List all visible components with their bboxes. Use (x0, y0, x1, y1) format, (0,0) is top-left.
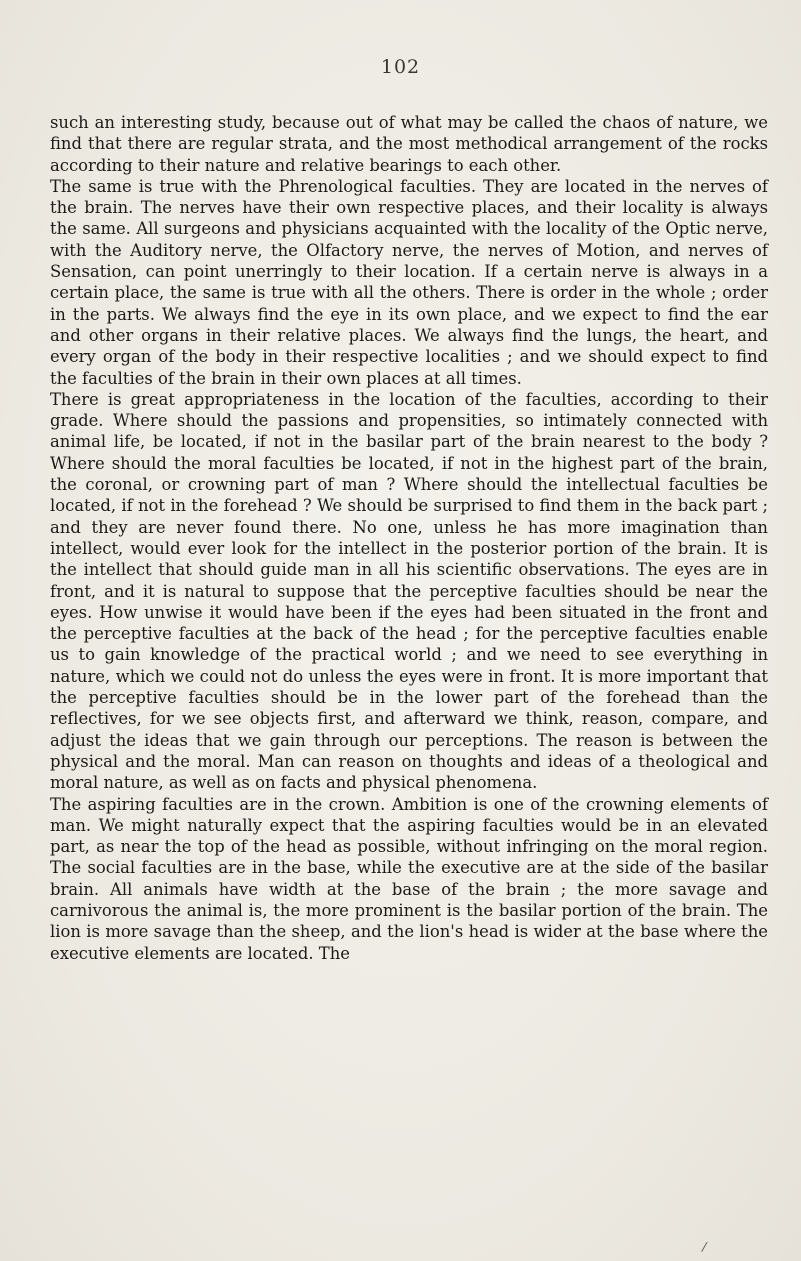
body-text (50, 112, 768, 964)
page-number: 102 (380, 56, 421, 78)
paragraph-4: The aspiring faculties are in the crown. Ambition is one of the crowning elements of man. We might naturally expect that the aspiring faculties would be in an elevated part, as near the top of the head as possible, without infringing on the moral region. The social faculties are in the base, while the executive are at the side of the basilar brain. All animals have width at the base of the brain ; the more savage and carnivorous the animal is, the more prominent is the basilar portion of the brain. The lion is more savage than the sheep, and the lion's head is wider at the base where the executive elements are located. The (50, 794, 768, 963)
paragraph-3: There is great appropriateness in the location of the faculties, according to their grade. Where should the passions and propensities, so intimately connected with animal life, be located, if not in the basilar part of the brain nearest to the body ? Where should the moral faculties be located, if not in the highest part of the brain, the coronal, or crowning part of man ? Where should the intellectual faculties be located, if not in the forehead ? We should be surprised to find them in the back part ; and they are never found there. No one, unless he has more imagination than intellect, would ever look for the intellect in the posterior portion of the brain. It is the intellect that should guide man in all his scientific observations. The eyes are in front, and it is natural to suppose that the perceptive faculties should be near the eyes. How unwise it would have been if the eyes had been situated in the front and the perceptive faculties at the back of the head ; for the perceptive faculties enable us to gain knowledge of the practical world ; and we need to see everything in nature, which we could not do unless the eyes were in front. It is more important that the perceptive faculties should be in the lower part of the forehead than the reflectives, for we see objects first, and afterward we think, reason, compare, and adjust the ideas that we gain through our perceptions. The reason is between the physical and the moral. Man can reason on thoughts and ideas of a theological and moral nature, as well as on facts and physical phenomena. (50, 389, 768, 793)
paragraph-1: such an interesting study, because out of what may be called the chaos of nature, we find that there are regular strata, and the most methodical arrangement of the rocks according to their nature and relative bearings to each other. (50, 113, 768, 175)
stray-pen-mark: / (700, 1239, 708, 1256)
paragraph-2: The same is true with the Phrenological faculties. They are located in the nerves of the brain. The nerves have their own respective places, and their locality is always the same. All surgeons and physicians acquainted with the locality of the Optic nerve, with the Auditory nerve, the Olfactory nerve, the nerves of Motion, and nerves of Sensation, can point unerringly to their location. If a certain nerve is always in a certain place, the same is true with all the others. There is order in the whole ; order in the parts. We always find the eye in its own place, and we expect to find the ear and other organs in their relative places. We always find the lungs, the heart, and every organ of the body in their respective localities ; and we should expect to find the faculties of the brain in their own places at all times. (50, 176, 768, 388)
